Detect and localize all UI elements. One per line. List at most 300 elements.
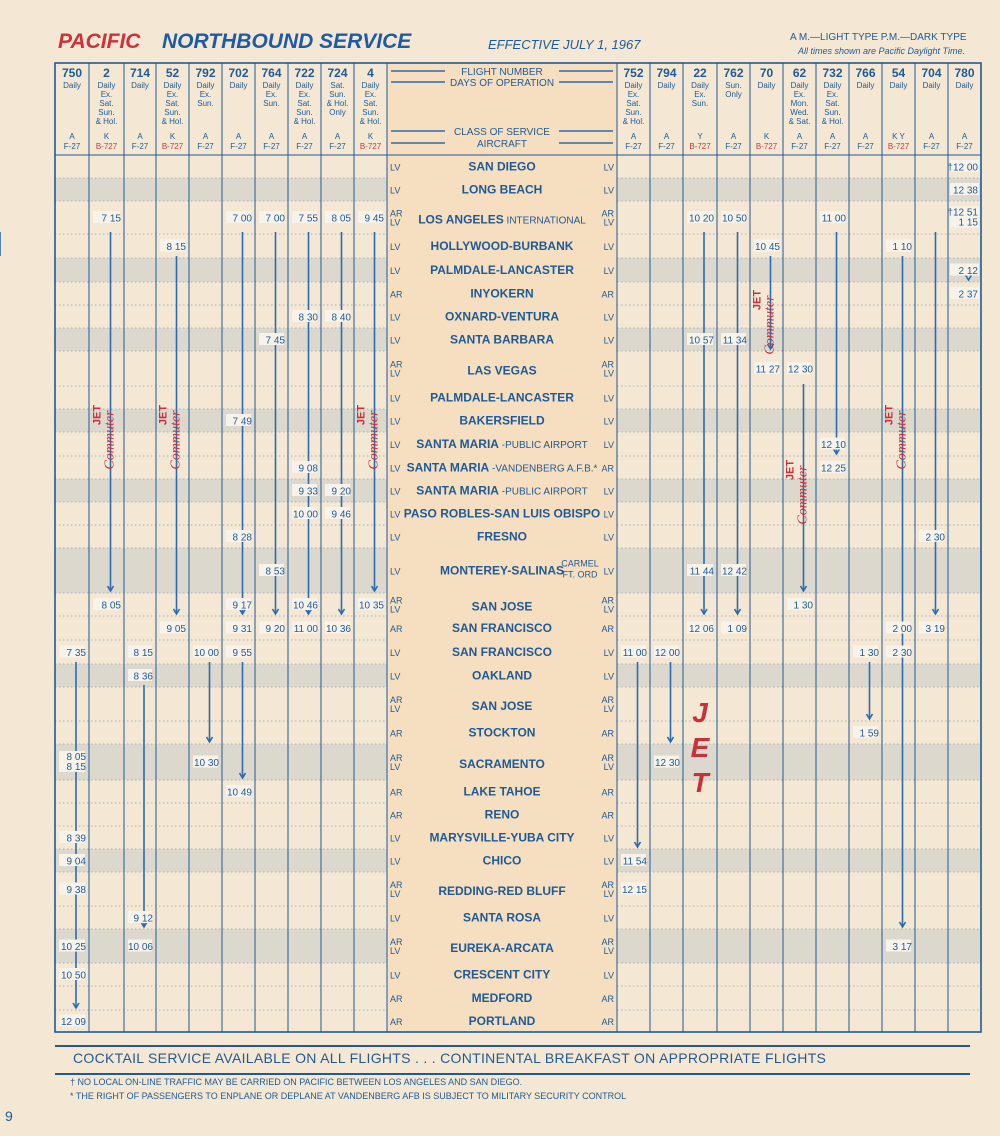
- aircraft-label: AIRCRAFT: [477, 139, 527, 150]
- left-days-of-operation: Sun.: [329, 90, 346, 99]
- left-days-of-operation: & Hol.: [95, 117, 118, 126]
- arrive-leave-left: LV: [390, 946, 401, 956]
- departure-time: 10 00: [292, 509, 318, 521]
- departure-time: 11 00: [821, 213, 846, 225]
- departure-time: 8 05: [101, 600, 121, 612]
- left-days-of-operation: Daily: [97, 81, 116, 90]
- station-name: PALMDALE-LANCASTER: [430, 390, 574, 405]
- departure-time: 2 37: [958, 289, 978, 301]
- departure-time: 7 00: [232, 213, 252, 225]
- right-aircraft: F-27: [625, 142, 642, 151]
- departure-time: 10 20: [688, 213, 714, 225]
- departure-time: 1 59: [859, 728, 879, 740]
- left-flight-number: 702: [228, 66, 249, 80]
- arrive-leave-right: LV: [603, 335, 614, 346]
- departure-time: 11 34: [722, 335, 747, 347]
- arrive-leave-right: AR: [601, 753, 614, 763]
- legend-times: All times shown are Pacific Daylight Time.: [798, 46, 965, 56]
- arrive-leave-left: LV: [390, 416, 401, 427]
- station-name: PORTLAND: [468, 1014, 536, 1028]
- right-flight-number: 762: [723, 66, 744, 80]
- station-name: LAS VEGAS: [467, 363, 537, 378]
- left-days-of-operation: & Hol.: [326, 99, 349, 108]
- right-flight-number: 704: [921, 66, 942, 80]
- right-class-of-service: A: [928, 132, 935, 141]
- shaded-band-right: [617, 929, 981, 963]
- arrive-leave-right: LV: [603, 648, 614, 658]
- arrive-leave-left: LV: [390, 509, 401, 520]
- title-service: NORTHBOUND SERVICE: [162, 30, 412, 53]
- station-name: INYOKERN: [470, 286, 534, 301]
- jet-logo: JET: [784, 459, 797, 481]
- left-flight-number: 714: [129, 66, 151, 80]
- station-note: FT. ORD: [562, 569, 598, 580]
- arrive-leave-left: AR: [390, 208, 403, 219]
- departure-time: 7 49: [232, 416, 252, 428]
- arrive-leave-left: LV: [390, 368, 401, 379]
- arrive-leave-left: AR: [390, 753, 403, 763]
- right-days-of-operation: Ex.: [826, 90, 839, 99]
- arrive-leave-left: LV: [390, 335, 401, 346]
- arrive-leave-left: LV: [390, 393, 401, 404]
- departure-time: 9 46: [331, 509, 351, 521]
- right-days-of-operation: Sun.: [691, 99, 709, 108]
- departure-time: 3 17: [892, 942, 912, 953]
- departure-time: 8 30: [298, 312, 318, 324]
- right-days-of-operation: Daily: [856, 81, 875, 90]
- arrive-leave-left: AR: [390, 624, 403, 634]
- station-name: PASO ROBLES-SAN LUIS OBISPO: [403, 506, 601, 521]
- right-flight-number: 70: [759, 66, 774, 80]
- jet-logo: JET: [157, 404, 170, 426]
- arrive-leave-left: LV: [390, 312, 401, 323]
- station-name: LAKE TAHOE: [463, 784, 541, 799]
- departure-time: 2 00: [892, 624, 912, 635]
- arrive-leave-right: LV: [603, 393, 614, 404]
- arrive-leave-left: LV: [390, 762, 401, 772]
- right-days-of-operation: Daily: [955, 81, 974, 90]
- flight-number-label: FLIGHT NUMBER: [461, 67, 543, 78]
- arrive-leave-right: LV: [603, 946, 614, 956]
- departure-time: 9 20: [331, 486, 351, 498]
- station-name: LONG BEACH: [461, 182, 543, 197]
- arrive-leave-left: AR: [390, 695, 403, 705]
- right-class-of-service: A: [663, 132, 670, 141]
- departure-time: 11 44: [689, 566, 714, 578]
- arrive-leave-left: LV: [390, 604, 401, 615]
- shaded-band-left: [55, 929, 387, 963]
- arrive-leave-right: AR: [601, 937, 614, 947]
- jet-logo: JET: [883, 404, 896, 426]
- right-days-of-operation: & Sat.: [788, 117, 811, 126]
- station-name: RENO: [484, 807, 520, 822]
- left-days-of-operation: Sat.: [330, 81, 345, 90]
- arrive-leave-left: LV: [390, 704, 401, 714]
- left-days-of-operation: Daily: [163, 81, 182, 90]
- left-days-of-operation: Daily: [131, 81, 149, 90]
- right-aircraft: B-727: [887, 142, 910, 151]
- station-name: SANTA ROSA: [463, 910, 541, 925]
- right-aircraft: F-27: [923, 142, 940, 151]
- arrive-leave-right: LV: [603, 217, 614, 228]
- effective-date: EFFECTIVE JULY 1, 1967: [488, 37, 641, 52]
- departure-time: 2 30: [892, 648, 912, 659]
- departure-time: 10 00: [193, 648, 219, 659]
- departure-time: 1 30: [859, 648, 879, 659]
- arrive-leave-right: LV: [603, 970, 614, 981]
- right-class-of-service: K Y: [892, 132, 905, 141]
- station-name: HOLLYWOOD-BURBANK: [430, 239, 574, 253]
- left-days-of-operation: Sat.: [363, 99, 378, 108]
- left-aircraft: B-727: [161, 142, 184, 151]
- right-class-of-service: A: [829, 132, 836, 141]
- right-days-of-operation: Wed.: [790, 108, 809, 117]
- departure-time: 8 05: [66, 752, 86, 763]
- departure-time: 8 15: [66, 762, 86, 773]
- right-class-of-service: A: [730, 132, 737, 141]
- left-days-of-operation: Daily: [196, 81, 215, 90]
- station-name: REDDING-RED BLUFF: [438, 884, 566, 898]
- right-class-of-service: K: [763, 132, 770, 141]
- arrive-leave-right: AR: [601, 595, 614, 606]
- left-days-of-operation: & Hol.: [293, 117, 316, 126]
- arrive-leave-right: AR: [601, 208, 614, 219]
- departure-time: 1 10: [892, 242, 912, 253]
- departure-time: 12 10: [820, 440, 846, 451]
- right-aircraft: F-27: [956, 142, 973, 151]
- arrive-leave-left: LV: [390, 856, 401, 867]
- arrive-leave-right: LV: [603, 566, 614, 577]
- right-days-of-operation: Ex.: [793, 90, 806, 99]
- arrive-leave-right: LV: [603, 704, 614, 714]
- station-name: MONTEREY-SALINAS: [439, 563, 565, 578]
- left-days-of-operation: Sun.: [263, 99, 280, 108]
- left-days-of-operation: Ex.: [298, 90, 311, 99]
- right-class-of-service: A: [862, 132, 869, 141]
- station-name: MEDFORD: [471, 991, 533, 1005]
- departure-time: 10 45: [754, 242, 780, 253]
- shaded-band-left: [55, 849, 387, 872]
- departure-time: 9 31: [232, 624, 252, 635]
- left-class-of-service: K: [169, 132, 176, 141]
- arrive-leave-right: LV: [603, 312, 614, 323]
- arrive-leave-right: AR: [601, 994, 614, 1004]
- arrive-leave-right: LV: [603, 162, 614, 173]
- arrive-leave-right: LV: [603, 762, 614, 772]
- arrive-leave-right: LV: [603, 509, 614, 520]
- left-aircraft: F-27: [263, 142, 280, 151]
- station-note: CARMEL: [561, 558, 599, 569]
- left-aircraft: B-727: [359, 142, 382, 151]
- left-days-of-operation: Sun.: [296, 108, 313, 117]
- right-days-of-operation: Sun.: [625, 108, 642, 117]
- departure-time: 12 00: [654, 648, 680, 659]
- departure-time: 10 50: [721, 213, 747, 225]
- station-name: OXNARD-VENTURA: [445, 309, 559, 324]
- left-days-of-operation: & Hol.: [359, 117, 382, 126]
- departure-time: 10 36: [325, 624, 351, 635]
- departure-time: 10 35: [358, 600, 384, 612]
- station-name: FRESNO: [476, 529, 528, 544]
- arrive-leave-left: AR: [390, 1017, 403, 1027]
- right-days-of-operation: Sat.: [825, 99, 840, 108]
- arrive-leave-left: AR: [390, 595, 403, 606]
- shaded-band-right: [617, 849, 981, 872]
- departure-time: †12 00: [947, 162, 978, 174]
- arrive-leave-right: AR: [601, 728, 614, 739]
- left-flight-number: 52: [165, 66, 180, 80]
- left-days-of-operation: Sun.: [164, 108, 181, 117]
- station-name: SAN FRANCISCO: [451, 645, 553, 659]
- departure-time: 3 19: [925, 624, 945, 635]
- station-name: MARYSVILLE-YUBA CITY: [429, 830, 575, 845]
- departure-time: 8 15: [166, 242, 186, 253]
- right-aircraft: B-727: [755, 142, 778, 151]
- jet-logo: JET: [751, 289, 764, 311]
- left-days-of-operation: Sat.: [99, 99, 114, 108]
- departure-time: 12 42: [721, 566, 747, 578]
- departure-time: 12 09: [60, 1017, 86, 1028]
- departure-time: 9 45: [364, 213, 384, 225]
- arrive-leave-right: AR: [601, 880, 614, 890]
- shaded-band-left: [55, 548, 387, 593]
- left-days-of-operation: Sat.: [165, 99, 180, 108]
- shaded-band-right: [617, 328, 981, 351]
- departure-time: 8 40: [331, 312, 351, 324]
- arrive-leave-left: LV: [390, 463, 401, 474]
- arrive-leave-right: LV: [603, 486, 614, 497]
- arrive-leave-left: AR: [390, 810, 403, 821]
- right-aircraft: B-727: [689, 142, 711, 151]
- station-name: SACRAMENTO: [459, 757, 545, 771]
- departure-time: 9 20: [265, 624, 285, 635]
- left-flight-number: 792: [195, 66, 216, 80]
- station-name: STOCKTON: [468, 725, 536, 740]
- left-class-of-service: K: [367, 132, 374, 141]
- right-aircraft: F-27: [824, 142, 841, 151]
- station-name: SANTA MARIA -VANDENBERG A.F.B.*: [406, 460, 598, 475]
- right-days-of-operation: & Hol.: [821, 117, 844, 126]
- left-days-of-operation: Daily: [262, 81, 281, 90]
- station-name: LOS ANGELES INTERNATIONAL: [418, 212, 586, 227]
- left-days-of-operation: Ex.: [199, 90, 212, 99]
- page-number: 9: [5, 1108, 13, 1124]
- right-class-of-service: A: [961, 132, 968, 141]
- arrive-leave-right: AR: [601, 810, 614, 821]
- arrive-leave-right: LV: [603, 833, 614, 844]
- left-days-of-operation: Only: [329, 108, 346, 117]
- departure-time: 8 28: [232, 532, 252, 544]
- arrive-leave-right: AR: [601, 289, 614, 300]
- departure-time: 10 57: [688, 335, 714, 347]
- shaded-band-left: [55, 328, 387, 351]
- shaded-band-right: [617, 548, 981, 593]
- arrive-leave-left: AR: [390, 728, 403, 739]
- arrive-leave-left: LV: [390, 486, 401, 497]
- right-days-of-operation: Sun.: [824, 108, 841, 117]
- shaded-band-right: [617, 409, 981, 432]
- departure-time: 1 09: [727, 624, 747, 635]
- legend-am-pm: A M.—LIGHT TYPE P.M.—DARK TYPE: [790, 32, 967, 43]
- station-name: SANTA BARBARA: [450, 332, 554, 347]
- arrive-leave-left: LV: [390, 266, 401, 276]
- arrive-leave-right: AR: [601, 463, 614, 474]
- left-days-of-operation: Daily: [295, 81, 314, 90]
- left-class-of-service: A: [268, 132, 275, 141]
- left-class-of-service: A: [235, 132, 242, 141]
- left-days-of-operation: Ex.: [265, 90, 278, 99]
- footnote-asterisk: * THE RIGHT OF PASSENGERS TO ENPLANE OR DEPLANE AT VANDENBERG AFB IS SUBJECT TO MILITARY SECURITY CONTROL: [70, 1091, 627, 1101]
- left-class-of-service: A: [334, 132, 341, 141]
- station-name: PALMDALE-LANCASTER: [430, 263, 574, 277]
- right-days-of-operation: Mon.: [790, 99, 809, 108]
- arrive-leave-left: LV: [390, 970, 401, 981]
- station-name: EUREKA-ARCATA: [450, 941, 554, 955]
- station-name: SAN DIEGO: [468, 159, 536, 174]
- station-name: SAN JOSE: [471, 599, 533, 614]
- station-name: OAKLAND: [472, 668, 532, 683]
- right-days-of-operation: & Hol.: [622, 117, 645, 126]
- departure-time: 10 30: [193, 758, 219, 769]
- arrive-leave-right: AR: [601, 695, 614, 705]
- left-days-of-operation: Sun.: [98, 108, 115, 117]
- right-days-of-operation: Only: [725, 90, 742, 99]
- commuter-logo: Commuter: [894, 410, 910, 470]
- right-days-of-operation: Daily: [889, 81, 908, 90]
- right-flight-number: 780: [954, 66, 975, 80]
- arrive-leave-left: LV: [390, 833, 401, 844]
- right-flight-number: 54: [891, 66, 906, 80]
- left-class-of-service: K: [103, 132, 110, 141]
- departure-time: 8 39: [66, 833, 86, 845]
- left-days-of-operation: Ex.: [100, 90, 113, 99]
- arrive-leave-left: LV: [390, 532, 401, 543]
- arrive-leave-left: LV: [390, 440, 401, 450]
- left-class-of-service: A: [202, 132, 209, 141]
- left-flight-number: 4: [367, 66, 374, 80]
- station-name: CRESCENT CITY: [453, 967, 551, 982]
- footnote-dagger: † NO LOCAL ON-LINE TRAFFIC MAY BE CARRIED ON PACIFIC BETWEEN LOS ANGELES AND SAN DIEGO.: [70, 1077, 523, 1087]
- left-days-of-operation: Sun.: [362, 108, 379, 117]
- arrive-leave-left: LV: [390, 913, 401, 924]
- departure-time: 8 05: [331, 213, 351, 225]
- big-jet-letter: T: [691, 767, 709, 798]
- shaded-band-right: [617, 258, 981, 282]
- right-days-of-operation: Ex.: [694, 90, 706, 99]
- departure-time: 10 25: [60, 942, 86, 953]
- right-aircraft: F-27: [658, 142, 675, 151]
- departure-time: 12 30: [787, 364, 813, 376]
- commuter-logo: Commuter: [366, 410, 382, 470]
- departure-time: 1 30: [793, 600, 813, 612]
- arrive-leave-right: LV: [603, 913, 614, 924]
- right-flight-number: 22: [693, 66, 707, 80]
- commuter-logo: Commuter: [795, 465, 811, 525]
- left-flight-number: 2: [103, 66, 110, 80]
- arrive-leave-right: LV: [603, 266, 614, 276]
- left-flight-number: 750: [61, 66, 83, 80]
- right-days-of-operation: Daily: [823, 81, 842, 90]
- left-days-of-operation: Sun.: [197, 99, 214, 108]
- right-days-of-operation: Sat.: [626, 99, 641, 108]
- right-days-of-operation: Sun.: [725, 81, 742, 90]
- departure-time: 8 15: [133, 648, 153, 659]
- departure-time: 2 30: [925, 532, 945, 544]
- station-name: SANTA MARIA -PUBLIC AIRPORT: [416, 483, 588, 498]
- departure-time: 9 38: [66, 885, 86, 896]
- left-days-of-operation: Sat.: [297, 99, 312, 108]
- departure-time: 9 05: [166, 624, 186, 635]
- shaded-band-left: [55, 664, 387, 687]
- cocktail-service-note: COCKTAIL SERVICE AVAILABLE ON ALL FLIGHTS . . . CONTINENTAL BREAKFAST ON APPROPRIATE FLIGHTS: [73, 1050, 827, 1066]
- right-flight-number: 766: [855, 66, 876, 80]
- class-label: CLASS OF SERVICE: [454, 127, 550, 138]
- arrive-leave-left: AR: [390, 994, 403, 1004]
- departure-time: 7 35: [66, 648, 86, 659]
- arrive-leave-right: LV: [603, 368, 614, 379]
- right-class-of-service: A: [796, 132, 803, 141]
- arrive-leave-left: LV: [390, 162, 401, 173]
- departure-time: 11 00: [622, 648, 647, 659]
- departure-time: 10 49: [226, 787, 252, 799]
- departure-time: 10 50: [60, 970, 86, 982]
- station-name: SAN FRANCISCO: [451, 621, 553, 635]
- right-days-of-operation: Daily: [657, 81, 676, 90]
- arrive-leave-right: LV: [603, 416, 614, 427]
- arrive-leave-left: LV: [390, 566, 401, 577]
- station-name: SAN JOSE: [471, 699, 533, 713]
- departure-time: 9 55: [232, 648, 252, 659]
- arrive-leave-right: LV: [603, 604, 614, 615]
- left-aircraft: F-27: [296, 142, 313, 151]
- arrive-leave-left: LV: [390, 889, 401, 899]
- right-flight-number: 752: [623, 66, 644, 80]
- departure-time: 12 15: [621, 885, 647, 896]
- arrive-leave-right: LV: [603, 532, 614, 543]
- jet-logo: JET: [91, 404, 104, 426]
- departure-time: 7 45: [265, 335, 285, 347]
- left-flight-number: 764: [261, 66, 282, 80]
- commuter-logo: Commuter: [102, 410, 118, 470]
- right-flight-number: 62: [792, 66, 807, 80]
- arrive-leave-left: LV: [390, 671, 401, 682]
- right-days-of-operation: Daily: [757, 81, 776, 90]
- arrive-leave-right: AR: [601, 1017, 614, 1027]
- departure-time: 9 12: [133, 913, 153, 925]
- departure-time: 7 00: [265, 213, 285, 225]
- right-aircraft: F-27: [725, 142, 742, 151]
- departure-time: 9 04: [66, 856, 86, 868]
- shaded-band-right: [617, 664, 981, 687]
- departure-time: 12 06: [688, 624, 714, 635]
- right-aircraft: F-27: [857, 142, 874, 151]
- station-name: SANTA MARIA -PUBLIC AIRPORT: [416, 437, 588, 451]
- arrive-leave-right: LV: [603, 242, 614, 252]
- left-days-of-operation: Daily: [229, 81, 248, 90]
- shaded-band-right: [617, 178, 981, 201]
- left-class-of-service: A: [137, 132, 143, 141]
- right-class-of-service: Y: [697, 132, 703, 141]
- station-name: CHICO: [482, 853, 522, 868]
- arrive-leave-left: AR: [390, 787, 403, 798]
- title-pacific: PACIFIC: [58, 30, 141, 53]
- departure-time: 12 25: [820, 463, 846, 475]
- arrive-leave-right: LV: [603, 889, 614, 899]
- left-aircraft: F-27: [131, 142, 149, 151]
- shaded-band-left: [55, 178, 387, 201]
- arrive-leave-left: LV: [390, 217, 401, 228]
- departure-time: †12 51: [947, 207, 978, 219]
